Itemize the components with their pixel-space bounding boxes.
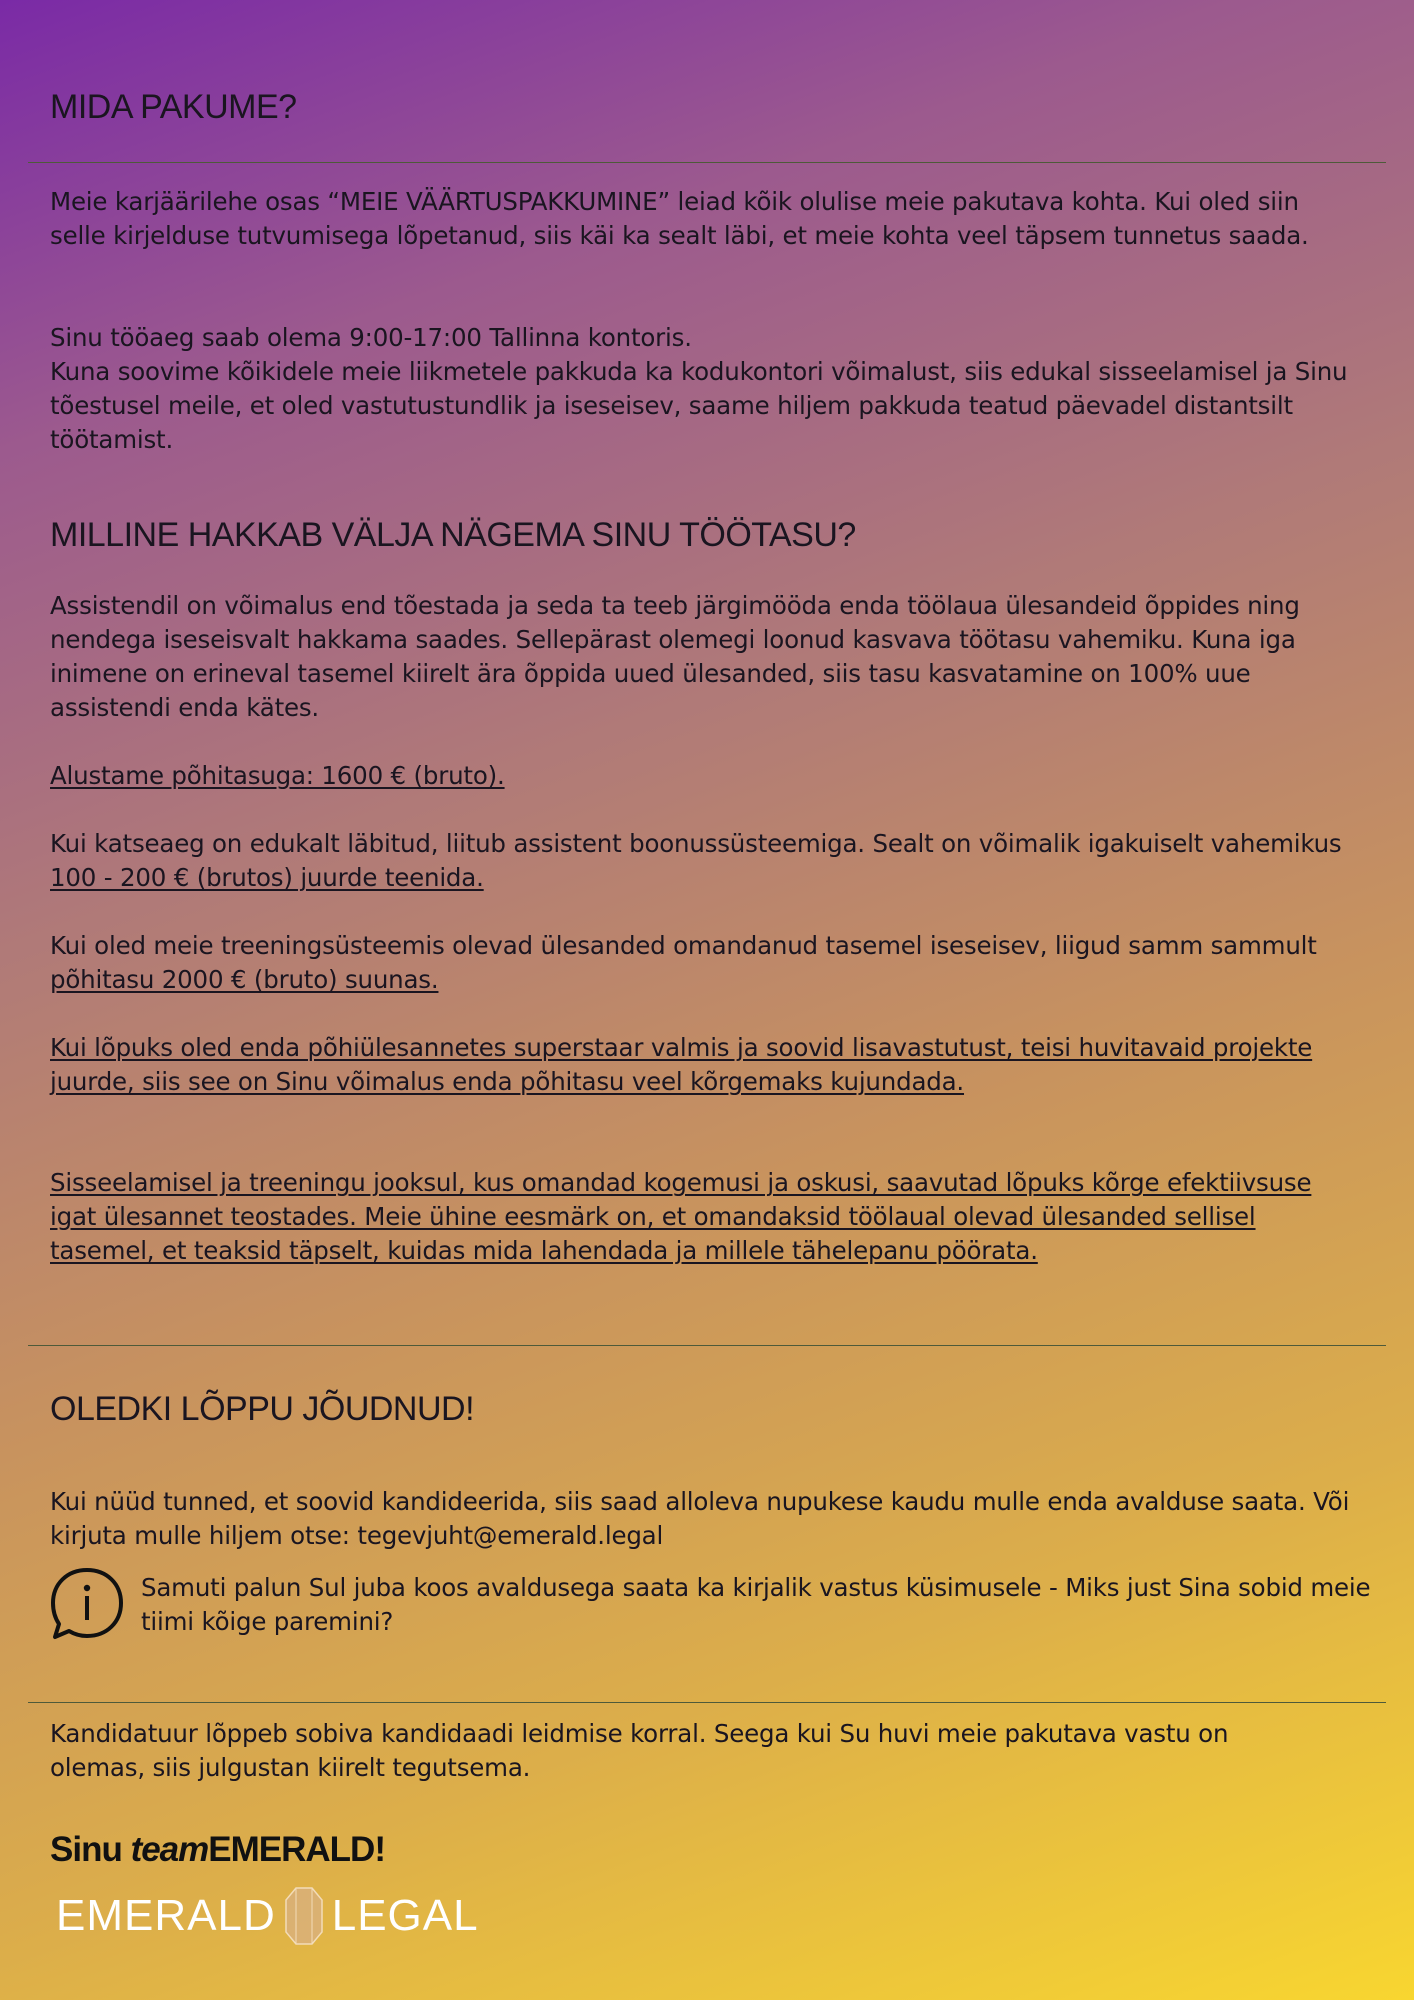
bonus-range-underlined: 100 - 200 € (brutos) juurde teenida. (50, 863, 484, 892)
goal-paragraph: Sisseelamisel ja treeningu jooksul, kus omandad kogemusi ja oskusi, saavutad lõpuks kõrge efektiivsuse igat ülesannet teostades. Meie ühine eesmärk on, et omandaksid töölaual olevad ülesanded sellisel tasemel, et teaksid täpselt, kuidas mida lahendada ja millele tähelepanu pöörata. (50, 1168, 1312, 1265)
closing-paragraph: Kandidatuur lõppeb sobiva kandidaadi leidmise korral. Seega kui Su huvi meie pakutava vastu on olemas, siis julgustan kiirelt tegutsema. (50, 1719, 1229, 1782)
remote-work-paragraph: Kuna soovime kõikidele meie liikmetele pakkuda ka kodukontori võimalust, siis edukal sisseelamisel ja Sinu tõestusel meile, et oled vastutustundlik ja iseseisev, saame hiljem pakkuda teatud päevadel distantsilt töötamist. (50, 357, 1348, 454)
info-note: Samuti palun Sul juba koos avaldusega saata ka kirjalik vastus küsimusele - Miks just Sina sobid meie tiimi kõige paremini? (141, 1573, 1371, 1636)
logo-word-emerald: EMERALD (56, 1891, 276, 1940)
value-proposition-paragraph: Meie karjäärilehe osas “MEIE VÄÄRTUSPAKKUMINE” leiad kõik olulise meie pakutava kohta. Kui oled siin selle kirjelduse tutvumisega lõpetanud, siis käi ka sealt läbi, et meie kohta veel täpsem tunnetus saada. (50, 187, 1309, 250)
signature-emerald: EMERALD! (208, 1830, 385, 1869)
target-salary-underlined: põhitasu 2000 € (bruto) suunas. (50, 965, 439, 994)
bonus-text: Kui katseaeg on edukalt läbitud, liitub assistent boonussüsteemiga. Sealt on võimalik igakuiselt vahemikus (50, 829, 1342, 858)
training-text: Kui oled meie treeningsüsteemis olevad ülesanded omandanud tasemel iseseisev, liigud samm sammult (50, 931, 1317, 960)
heading-mida-pakume: MIDA PAKUME? (50, 88, 297, 126)
base-salary-underlined: Alustame põhitasuga: 1600 € (bruto). (50, 761, 505, 790)
bonus-paragraph (50, 827, 1350, 895)
heading-end: OLEDKI LÕPPU JÕUDNUD! (50, 1390, 475, 1428)
divider (28, 1345, 1386, 1346)
divider (28, 162, 1386, 163)
heading-salary: MILLINE HAKKAB VÄLJA NÄGEMA SINU TÖÖTASU? (50, 516, 856, 554)
divider (28, 1702, 1386, 1703)
signature-team: team (130, 1830, 209, 1869)
superstar-paragraph: Kui lõpuks oled enda põhiülesannetes superstaar valmis ja soovid lisavastutust, teisi huvitavaid projekte juurde, siis see on Sinu võimalus enda põhitasu veel kõrgemaks kujundada. (50, 1033, 1313, 1096)
signature-prefix: Sinu (50, 1830, 131, 1869)
logo-word-legal: LEGAL (331, 1891, 479, 1940)
info-speech-bubble-icon (49, 1566, 125, 1642)
emerald-gem-icon (284, 1886, 324, 1946)
salary-intro-paragraph: Assistendil on võimalus end tõestada ja seda ta teeb järgimööda enda töölaua ülesandeid õppides ning nendega iseseisvalt hakkama saades. Sellepärast olemegi loonud kasvava töötasu vahemiku. Kuna iga inimene on erineval tasemel kiirelt ära õppida uued ülesanded, siis tasu kasvatamine on 100% uue assistendi enda kätes. (50, 591, 1300, 722)
apply-paragraph: Kui nüüd tunned, et soovid kandideerida, siis saad alloleva nupukese kaudu mulle enda avalduse saata. Või kirjuta mulle hiljem otse: tegevjuht@emerald.legal (50, 1487, 1350, 1550)
signature (50, 1830, 385, 1870)
emerald-legal-logo (56, 1884, 479, 1948)
training-paragraph (50, 929, 1350, 997)
working-hours-text: Sinu tööaeg saab olema 9:00-17:00 Tallinna kontoris. (50, 323, 692, 352)
base-salary-text (50, 759, 1350, 793)
